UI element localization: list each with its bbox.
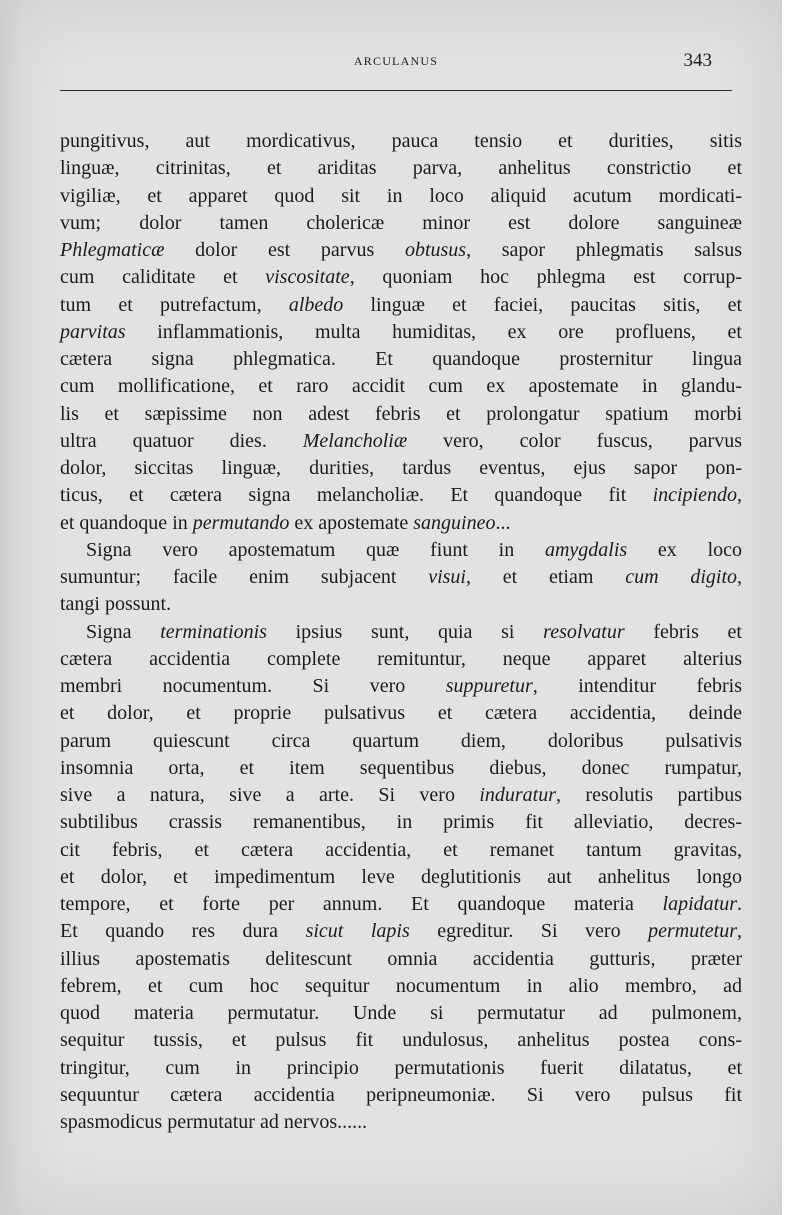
text-run: , [737, 920, 742, 943]
text-line [60, 891, 742, 918]
text-line [60, 809, 742, 836]
text-run: , [737, 566, 742, 588]
text-run: Et quando res dura [60, 920, 306, 943]
text-line [60, 946, 742, 973]
text-line [60, 292, 742, 319]
italic-text: sanguineo [413, 511, 496, 534]
page-number: 343 [683, 50, 712, 71]
text-line [60, 537, 742, 564]
italic-text: visui [428, 566, 466, 588]
text-line [60, 782, 742, 809]
italic-text: viscositate [265, 266, 350, 289]
text-run: Signa [86, 620, 161, 643]
italic-text: permutetur [648, 920, 737, 943]
page-header [60, 50, 732, 74]
italic-text: induratur [479, 784, 557, 806]
italic-text: amygdalis [544, 538, 628, 561]
text-line [60, 210, 742, 237]
text-run: et quandoque in [60, 511, 193, 534]
italic-text: cum digito [625, 566, 737, 588]
text-run: membri nocumentum. Si vero [60, 675, 446, 697]
text-run: ... [495, 511, 511, 534]
text-line [60, 237, 742, 264]
text-run: tringitur, cum in principio permutationis fuerit dilatatus, et [60, 1056, 742, 1079]
text-run: ex apostemate [289, 511, 414, 534]
italic-text: lapidatur [662, 893, 737, 915]
text-line [60, 428, 742, 455]
text-run: tempore, et forte per annum. Et quandoque materia [60, 893, 663, 915]
text-run: cit febris, et cætera accidentia, et remanet tantum gravitas, [60, 838, 742, 861]
text-line [60, 673, 742, 700]
text-line [60, 755, 742, 782]
text-run: cætera accidentia complete remituntur, neque apparet alterius [60, 647, 742, 670]
italic-text: parvitas [60, 320, 126, 343]
text-run: insomnia orta, et item sequentibus diebus, donec rumpatur, [60, 756, 742, 779]
text-run: et dolor, et impedimentum leve deglutitionis aut anhelitus longo [60, 865, 742, 888]
text-run: illius apostematis delitescunt omnia accidentia gutturis, præter [60, 947, 742, 970]
text-line [60, 837, 742, 864]
italic-text: sicut lapis [305, 920, 410, 943]
italic-text: terminationis [160, 620, 267, 643]
text-run: , quoniam hoc phlegma est corrup- [349, 266, 742, 289]
text-run: , et etiam [465, 566, 626, 588]
italic-text: permutando [192, 511, 290, 534]
text-run: ticus, et cætera signa melancholiæ. Et quandoque fit [60, 484, 653, 507]
text-run: vigiliæ, et apparet quod sit in loco aliquid acutum mordicati- [60, 184, 742, 207]
body-text [60, 128, 742, 1136]
text-run: inflammationis, multa humiditas, ex ore profluens, et [125, 320, 742, 343]
text-run: sumuntur; facile enim subjacent [60, 566, 429, 588]
text-run: pungitivus, aut mordicativus, pauca tensio et durities, sitis [60, 130, 742, 152]
text-line [60, 619, 742, 646]
italic-text: suppuretur [445, 675, 533, 697]
text-run: Signa vero apostematum quæ fiunt in [86, 538, 545, 561]
text-run: egreditur. Si vero [409, 920, 649, 943]
italic-text: obtusus [404, 239, 467, 261]
text-line [60, 728, 742, 755]
text-run: cætera signa phlegmatica. Et quandoque prosternitur lingua [60, 348, 742, 370]
text-line [60, 128, 742, 155]
header-rule [60, 90, 732, 91]
text-run: , [737, 484, 742, 507]
text-line [60, 264, 742, 291]
text-run: spasmodicus permutatur ad nervos...... [60, 1111, 368, 1133]
text-line [60, 973, 742, 1000]
text-run: dolor, siccitas linguæ, durities, tardus eventus, ejus sapor pon- [60, 457, 742, 479]
text-line [60, 591, 742, 618]
text-line [60, 1055, 742, 1082]
text-run: cum caliditate et [60, 266, 266, 289]
text-line [60, 401, 742, 428]
text-line [60, 319, 742, 346]
text-run: lis et sæpissime non adest febris et prolongatur spatium morbi [60, 402, 742, 425]
text-run: et dolor, et proprie pulsativus et cætera accidentia, deinde [60, 702, 742, 725]
text-run: vero, color fuscus, parvus [407, 429, 742, 452]
text-run: dolor est parvus [164, 239, 405, 261]
text-line [60, 510, 742, 537]
text-line [60, 183, 742, 210]
italic-text: albedo [288, 293, 344, 316]
text-run: linguæ et faciei, paucitas sitis, et [343, 293, 742, 316]
text-line [60, 455, 742, 482]
italic-text: resolvatur [543, 620, 625, 643]
text-run: ex loco [627, 538, 742, 561]
text-run: , sapor phlegmatis salsus [466, 239, 742, 261]
text-line [60, 373, 742, 400]
italic-text: Phlegmaticæ [60, 239, 165, 261]
text-line [60, 1109, 742, 1136]
text-run: sequitur tussis, et pulsus fit undulosus, anhelitus postea cons- [60, 1029, 742, 1052]
text-run: ultra quatuor dies. [60, 429, 303, 452]
text-line [60, 482, 742, 509]
text-line [60, 1027, 742, 1054]
italic-text: Melancholiæ [302, 429, 408, 452]
text-line [60, 1082, 742, 1109]
text-line [60, 346, 742, 373]
text-line [60, 700, 742, 727]
text-run: linguæ, citrinitas, et ariditas parva, anhelitus constrictio et [60, 157, 742, 180]
text-run: cum mollificatione, et raro accidit cum ex apostemate in glandu- [60, 375, 742, 398]
text-run: febris et [624, 620, 742, 643]
text-run: , resolutis partibus [556, 784, 742, 806]
text-run: . [737, 893, 742, 915]
text-line [60, 646, 742, 673]
text-run: , intenditur febris [532, 675, 742, 697]
page-edge-shadow [0, 0, 22, 1215]
text-run: tum et putrefactum, [60, 293, 289, 316]
text-line [60, 564, 742, 591]
italic-text: incipiendo [652, 484, 737, 507]
text-run: sequuntur cætera accidentia peripneumoniæ. Si vero pulsus fit [60, 1083, 742, 1106]
text-run: tangi possunt. [60, 593, 172, 616]
text-run: ipsius sunt, quia si [266, 620, 544, 643]
text-line [60, 155, 742, 182]
text-run: quod materia permutatur. Unde si permutatur ad pulmonem, [60, 1002, 742, 1024]
text-line [60, 918, 742, 945]
text-run: sive a natura, sive a arte. Si vero [60, 784, 480, 806]
text-run: vum; dolor tamen cholericæ minor est dolore sanguineæ [60, 211, 742, 234]
running-title: ARCULANUS [353, 54, 439, 68]
text-line [60, 864, 742, 891]
text-run: subtilibus crassis remanentibus, in primis fit alleviatio, decres- [60, 811, 742, 834]
text-run: parum quiescunt circa quartum diem, doloribus pulsativis [60, 729, 742, 752]
text-run: febrem, et cum hoc sequitur nocumentum in alio membro, ad [60, 974, 742, 997]
text-line [60, 1000, 742, 1027]
